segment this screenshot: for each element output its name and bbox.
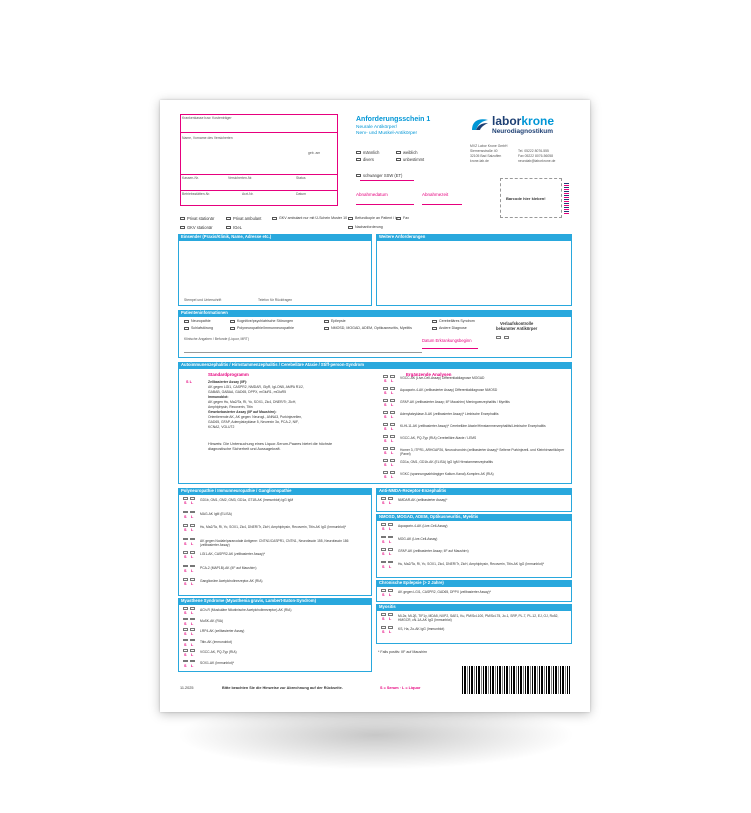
additional-analysis-item: VGCC-AK, PQ-Typ (RIA) Cerebelläre Ataxie / LEMS [400,436,477,440]
myasthenia-test-0-serum-label: S [184,611,187,615]
info-epilepsy[interactable]: Epilepsie [324,319,346,324]
follow-up-serum-box[interactable] [496,336,501,339]
onset-date-field[interactable] [422,348,478,349]
additional-analysis-3-liquor-label: L [391,415,394,419]
nmosd-test-item: Aquaporin-4-AK (Live-Cell-Assay) [398,524,448,528]
additional-analysis-item: Homer 3, ITPR1, ARHGAP26, Neurochondrin (zellbasierter Assay)* Seltene Purkinjezell- und Kleinhirnantikörper (Panel) [400,448,565,456]
myositis-test-1-serum-checkbox[interactable] [381,626,386,629]
polyneuropathy-test-1-serum-label: S [184,514,187,519]
nmosd-test-3-liquor-label: L [389,564,392,569]
myasthenia-test-5-serum-checkbox[interactable] [183,660,188,663]
site-number-label: Betriebsstätten-Nr. [182,192,211,196]
epilepsy-test-0-serum-label: S [382,593,385,597]
additional-analysis-3-liquor-checkbox[interactable] [390,411,395,414]
polyneuropathy-test-0-liquor-checkbox[interactable] [190,497,195,500]
polyneuropathy-test-1-liquor-checkbox[interactable] [190,511,195,514]
polyneuropathy-test-1-liquor-label: L [191,514,194,519]
polyneuropathy-test-4-serum-checkbox[interactable] [183,551,188,554]
sex-undetermined[interactable]: unbestimmt [396,157,424,162]
additional-analysis-0-liquor-checkbox[interactable] [390,375,395,378]
lab-email: neurolab@laborkrone.de [518,159,556,163]
nmda-test-0-serum-label: S [382,501,385,505]
doctor-number-label: Arzt-Nr. [242,192,254,196]
barcode-side-icon [564,182,569,214]
epilepsy-test-0-serum-checkbox[interactable] [381,589,386,592]
additional-analysis-item: KLHL11-AK (zellbasierter Assay)* Cerebelläre Ataxie/Hirnstammenzephalitis/Limbische Enzephalitis [400,424,546,428]
nmosd-test-item: Hu, Ma2/Ta, Ri, Yo, SOX1, Zic4, DNER/Tr, ZicH, Amphiphysin, Recoverin, Titin-AK IgG (Immunblot)* [398,561,545,566]
additional-analysis-0-serum-label: S [384,379,387,383]
nmosd-test-2-serum-label: S [382,552,385,556]
billing-gkv-outpatient[interactable]: GKV ambulant nur mit Ü-Schein Muster 10 [272,216,347,221]
myasthenia-test-4-serum-label: S [184,653,187,657]
sampling-time-field[interactable] [422,204,462,205]
nmosd-test-2-serum-checkbox[interactable] [381,548,386,551]
insurance-number-label: Kassen-Nr. [182,176,199,180]
polyneuropathy-test-3-serum-label: S [184,541,187,546]
myasthenia-test-0-liquor-label: L [191,611,194,615]
nmda-test-0-liquor-checkbox[interactable] [388,497,393,500]
epilepsy-box [376,586,572,602]
nmda-test-0-liquor-label: L [389,501,392,505]
polyneuropathy-header: Polyneuropathie / Immunneuropathie / Ganglionopathie [178,488,372,494]
polyneuropathy-test-0-liquor-label: L [191,501,194,505]
standard-program-line: Immunoblot: [208,395,229,399]
additional-analysis-item: GFAP-AK (zellbasierter Assay; IIF Maushirn) Meningoenzephalitis / Myelitis [400,400,510,404]
additional-analysis-4-liquor-label: L [391,427,394,431]
standard-program-line: Orientierende AK, AK gegen: Neurogl., ANNA3, Purkinjezellen, [208,415,303,419]
myasthenia-test-item: SOX1-AK (Immunblot)* [200,660,235,665]
additional-analysis-item: Aquaporin-4-AK (zellbasierter Assay) Differentialdiagnose NMOSD [400,388,498,392]
sampling-time-label: Abnahmezeit [422,192,449,197]
nmosd-test-1-serum-label: S [382,539,385,544]
sex-female[interactable]: weiblich [396,150,418,155]
myositis-test-1-liquor-checkbox[interactable] [388,626,393,629]
additional-analysis-4-serum-label: S [384,427,387,431]
myasthenia-test-3-serum-checkbox[interactable] [183,639,188,642]
info-sleep-disorder[interactable]: Schlafstörung [184,326,213,331]
row-line [180,190,338,191]
follow-up-liquor-box[interactable] [504,336,509,339]
form-barcode [462,666,570,694]
additional-analysis-3-serum-checkbox[interactable] [383,411,388,414]
request-form-sheet [160,100,590,712]
additional-analysis-6-liquor-label: L [391,451,394,455]
polyneuropathy-test-5-liquor-checkbox[interactable] [190,565,195,568]
polyneuropathy-test-5-serum-label: S [184,568,187,573]
additional-analysis-item: Adenylatzyklase-5-AK (zellbasierter Assay)* Limbische Enzephalitis [400,412,499,416]
info-cerebellar[interactable]: Cerebelläres Syndrom [432,319,475,324]
additional-analysis-7-serum-checkbox[interactable] [383,459,388,462]
polyneuropathy-test-5-liquor-label: L [191,568,194,573]
myasthenia-test-5-liquor-label: L [191,663,194,668]
myasthenia-test-1-liquor-checkbox[interactable] [190,618,195,621]
nmda-test-0-serum-checkbox[interactable] [381,497,386,500]
barcode-sticker-label: Barcode hier kleben! [506,196,546,201]
autoimmune-section-header: Autoimmunenzephalitis / Hirnstammenzephalitis / Cerebelläre Ataxie / Stiff-person-Syndrom [178,362,572,368]
additional-analysis-7-liquor-checkbox[interactable] [390,459,395,462]
sex-male[interactable]: männlich [356,150,379,155]
onset-date-label: Datum Erkrankungsbeginn [422,338,472,343]
nmosd-test-1-liquor-checkbox[interactable] [388,536,393,539]
lab-logo-icon [470,116,490,132]
myasthenia-test-3-serum-label: S [184,642,187,647]
lab-website: krone-lab.de [470,159,489,163]
additional-analysis-0-liquor-label: L [391,379,394,383]
info-polyneuropathy[interactable]: Polyneuropathie/Immunneuropathie [230,326,294,331]
polyneuropathy-test-item: MAG-AK IgM (ELISA) [200,511,232,516]
polyneuropathy-test-5-serum-checkbox[interactable] [183,565,188,568]
epilepsy-header: Chronische Epilepsie (> 2 Jahre) [376,580,572,586]
lab-address-1: MVZ Labor Krone GmbH [470,144,508,148]
lab-address-3: 32105 Bad Salzuflen [470,154,502,158]
polyneuropathy-test-6-liquor-label: L [191,582,194,586]
myasthenia-header: Myasthene Syndrome (Myasthenia gravis, Lambert-Eaton-Syndrom) [178,598,372,604]
myasthenia-test-4-serum-checkbox[interactable] [183,649,188,652]
standard-program-line: GABAB, GABAA, GAD65, DPPX, mGluR1, mGluR5 [208,390,287,394]
nmosd-test-2-liquor-label: L [389,552,392,556]
additional-analysis-8-liquor-label: L [391,475,394,479]
clinical-findings-label: Klinische Angaben / Befunde (Liquor, MRT) [184,337,249,341]
follow-up-label-2: bekannter Antikörper [496,326,538,331]
polyneuropathy-test-2-serum-checkbox[interactable] [183,524,188,527]
row-line [180,174,338,175]
billing-private-outpatient[interactable]: Privat ambulant [226,216,261,221]
polyneuropathy-test-6-serum-checkbox[interactable] [183,578,188,581]
myasthenia-test-3-liquor-label: L [191,642,194,647]
additional-analyses-title: Ergänzende Analysen [406,372,452,377]
polyneuropathy-test-item: PCA-2 (MAP1B)-AK (IIF auf Maushirn) [200,565,257,570]
footnote: * Falls positiv: IIF auf Maushirn [378,650,428,654]
polyneuropathy-test-3-liquor-checkbox[interactable] [190,538,195,541]
form-version: 11.2025 [180,686,194,690]
clinical-findings-field[interactable] [184,352,422,353]
nmosd-test-0-serum-checkbox[interactable] [381,523,386,526]
info-other-diagnosis[interactable]: Andere Diagnose [432,326,467,331]
info-cognitive[interactable]: Kognitive/psychiatrische Störungen [230,319,293,324]
additional-analysis-2-liquor-label: L [391,403,394,407]
myasthenia-test-4-liquor-label: L [191,653,194,657]
epilepsy-test-0-liquor-checkbox[interactable] [388,589,393,592]
polyneuropathy-test-0-serum-label: S [184,501,187,505]
nmosd-test-1-liquor-label: L [389,539,392,544]
additional-analysis-5-liquor-checkbox[interactable] [390,435,395,438]
myasthenia-test-item: MuSK-AK (RIA) [200,618,224,623]
myositis-test-0-liquor-label: L [389,617,392,621]
date-label: Datum [296,192,306,196]
nmosd-test-3-serum-label: S [382,564,385,569]
info-nmosd[interactable]: NMOSD, MOGAD, ADEM, Optikusneuritis, Myelitis [324,326,412,331]
additional-analysis-0-serum-checkbox[interactable] [383,375,388,378]
additional-analysis-8-liquor-checkbox[interactable] [390,471,395,474]
myasthenia-test-0-serum-checkbox[interactable] [183,607,188,610]
myasthenia-test-2-serum-checkbox[interactable] [183,628,188,631]
billing-note: Bitte beachten Sie die Hinweise zur Abrechnung auf der Rückseite. [222,686,343,690]
myasthenia-test-1-liquor-label: L [191,621,194,626]
additional-analysis-1-serum-label: S [384,391,387,395]
additional-analysis-5-liquor-label: L [391,439,394,443]
polyneuropathy-test-3-liquor-label: L [191,541,194,546]
birthdate-label: geb. am [308,151,321,155]
additional-analysis-4-liquor-checkbox[interactable] [390,423,395,426]
insured-number-label: Versicherten-Nr. [228,176,253,180]
additional-analysis-item: VGCC-AK (Live-Cell-Assay) Differentialdiagnose MOGAD [400,376,485,380]
myasthenia-test-0-liquor-checkbox[interactable] [190,607,195,610]
form-subtitle-1: Neurale Antikörper/ [356,125,398,130]
additional-analysis-5-serum-label: S [384,439,387,443]
nmosd-test-0-liquor-label: L [389,527,392,531]
sender-section-box[interactable] [178,240,372,306]
epilepsy-test-0-liquor-label: L [389,593,392,597]
myasthenia-test-item: ACh-R (Muskuläre Nikotinische Acetylcholinrezeptor)-AK (RIA) [200,608,292,612]
myasthenia-test-item: Titin-AK (Immunoblot) [200,639,232,644]
lab-address-2: Siemensstraße 40 [470,149,498,153]
additional-analysis-8-serum-checkbox[interactable] [383,471,388,474]
insurer-label: Krankenkasse bzw. Kostenträger [182,116,232,120]
billing-copy-to-patient[interactable]: Befundkopie an Patient / in [348,216,398,221]
billing-igel[interactable]: IGeL [226,225,242,230]
nmosd-test-0-serum-label: S [382,527,385,531]
further-requests-header: Weitere Anforderungen [376,234,572,240]
lab-logo-text: laborkrone [492,114,555,128]
polyneuropathy-test-0-serum-checkbox[interactable] [183,497,188,500]
additional-analysis-4-serum-checkbox[interactable] [383,423,388,426]
additional-analysis-8-serum-label: S [384,475,387,479]
polyneuropathy-test-4-liquor-checkbox[interactable] [190,551,195,554]
additional-analysis-6-liquor-checkbox[interactable] [390,447,395,450]
epilepsy-test-item: AK gegen LGI1, CASPR2, GAD65, DPPX (zellbasierter Assay)* [398,590,491,594]
phone-callback-label: Telefon für Rückfragen [258,298,293,302]
nmosd-test-1-serum-checkbox[interactable] [381,536,386,539]
lab-phone: Tel. 05222 8076-555 [518,149,549,153]
sender-section-header: Einsender (Praxis/Klinik, Name, Adresse etc.) [178,234,372,240]
myositis-test-item: Mi-2α, Mi-2β, TIF1γ, MDA5, NXP2, SAE1, Ku, PM/Scl-100, PM/Scl-75, Jo-1, SRP, PL-7, PL-12, EJ, OJ, Ro52, HMGCR, cN-1A-AK IgG (Immunblot) [398,614,559,622]
info-neuropathy[interactable]: Neuropathie [184,319,211,324]
additional-analysis-item: GD1a, GM1, GD1b-AK (ELISA) IgG IgM Hirnstammenzephalitis [400,460,493,464]
myositis-test-0-liquor-checkbox[interactable] [388,613,393,616]
sampling-date-field[interactable] [356,204,414,205]
paired-sample-hint: Hinweis: Die Untersuchung eines Liquor-Serum-Paares bietet die höchste diagnostische Sicherheit und Aussagekraft. [208,442,333,451]
nmosd-test-3-serum-checkbox[interactable] [381,561,386,564]
lab-logo-subtitle: Neurodiagnostikum [492,128,554,135]
additional-analysis-2-serum-checkbox[interactable] [383,399,388,402]
billing-private-inpatient[interactable]: Privat stationär [180,216,214,221]
form-subtitle-2: Nerv- und Muskel-Antikörper [356,131,418,136]
standard-program-line: KCNA2, VGLUT2 [208,425,235,429]
polyneuropathy-test-item: LGI1-AK, CASPR2-AK (zellbasierter Assay)* [200,552,266,556]
polyneuropathy-test-2-liquor-label: L [191,528,194,532]
myasthenia-test-2-liquor-label: L [191,632,194,636]
additional-analysis-3-serum-label: S [384,415,387,419]
myasthenia-test-2-serum-label: S [184,632,187,636]
nmda-box [376,494,572,512]
myasthenia-test-item: VGCC-AK, PQ-Typ (RIA) [200,650,237,654]
billing-follow-up[interactable]: Nachanforderung [348,225,383,230]
polyneuropathy-test-item: GD1b, GM1, GM2, GM3, GD1a, GT1B-AK (Immunblot) IgG IgM [200,498,294,502]
polyneuropathy-test-3-serum-checkbox[interactable] [183,538,188,541]
nmosd-test-item: MOG-AK (Live-Cell-Assay) [398,536,438,541]
standard-program-line: AK gegen LGI1, CASPR2, NMDAR, GlyR, IgLON5, AMPA R1/2, [208,385,304,389]
standard-program-line: Gewebebasierter Assay (IIF auf Maushirn): [208,410,277,414]
myositis-test-0-serum-checkbox[interactable] [381,613,386,616]
standard-program-line: Zellbasierter Assay (IIF): [208,380,248,384]
std-sl[interactable]: S L [186,380,192,384]
myasthenia-test-5-liquor-checkbox[interactable] [190,660,195,663]
nmosd-test-item: GFAP-AK (zellbasierter Assay; IIF auf Maushirn) [398,549,469,553]
myasthenia-test-1-serum-label: S [184,621,187,626]
myasthenia-test-item: LRP4-AK (zellbasierter Assay) [200,629,245,633]
additional-analysis-1-liquor-checkbox[interactable] [390,387,395,390]
polyneuropathy-test-2-serum-label: S [184,528,187,532]
additional-analysis-1-liquor-label: L [391,391,394,395]
form-title: Anforderungsschein 1 [356,116,431,123]
status-label: Status [296,176,306,180]
billing-gkv-inpatient[interactable]: GKV stationär [180,225,212,230]
follow-up-label-1: Verlaufskontrolle [500,321,534,326]
additional-analysis-6-serum-label: S [384,451,387,455]
standard-program-line: GAD65, GFAP, Adenylatzyklase 5, Neurexin 3α, PCA-2, NIF, [208,420,299,424]
myasthenia-test-5-serum-label: S [184,663,187,668]
polyneuropathy-test-4-serum-label: S [184,555,187,559]
additional-analysis-item: VGKC (spannungsabhängiger Kalium-Kanal)-Komplex-AK (RIA) [400,472,494,476]
standard-program-line: Amphiphysin, Recoverin, Titin [208,405,253,409]
sex-diverse[interactable]: divers [356,157,374,162]
polyneuropathy-test-6-liquor-checkbox[interactable] [190,578,195,581]
name-label: Name, Vorname des Versicherten [182,136,233,140]
myasthenia-test-3-liquor-checkbox[interactable] [190,639,195,642]
myositis-test-item: KS, Ha, Zo-AK IgG (Immunblot) [398,627,445,631]
nmosd-header: NMOSD, MOGAD, ADEM, Optikusneuritis, Myelitis [376,514,572,520]
additional-analysis-2-liquor-checkbox[interactable] [390,399,395,402]
polyneuropathy-test-1-serum-checkbox[interactable] [183,511,188,514]
row-line [180,132,338,133]
additional-analysis-7-liquor-label: L [391,463,394,467]
pregnant-line [360,180,414,181]
additional-analysis-1-serum-checkbox[interactable] [383,387,388,390]
myositis-header: Myositis [376,604,572,610]
additional-analysis-5-serum-checkbox[interactable] [383,435,388,438]
polyneuropathy-test-6-serum-label: S [184,582,187,586]
lab-fax: Fax 05222 8076-56058 [518,154,554,158]
myositis-test-0-serum-label: S [382,617,385,621]
sample-legend: S = Serum · L = Liquor [380,686,421,690]
polyneuropathy-test-4-liquor-label: L [191,555,194,559]
additional-analysis-6-serum-checkbox[interactable] [383,447,388,450]
myasthenia-test-4-liquor-checkbox[interactable] [190,649,195,652]
myositis-test-1-liquor-label: L [389,630,392,634]
polyneuropathy-test-item: Hu, Ma2/Ta, Ri, Yo, SOX1, Zic4, DNER/Tr, ZicH, Amphiphysin, Recoverin, Titin-AK IgG (Immunblot)* [200,525,347,529]
polyneuropathy-test-item: Ganglionäre Acetylcholinrezeptor-AK (RIA) [200,579,263,583]
additional-analysis-7-serum-label: S [384,463,387,467]
myasthenia-test-2-liquor-checkbox[interactable] [190,628,195,631]
standard-program-title: Standardprogramm [208,372,249,377]
patient-info-header: Patienteninformationen [178,310,572,316]
nmosd-test-0-liquor-checkbox[interactable] [388,523,393,526]
billing-fax[interactable]: Fax [396,216,409,221]
myositis-test-1-serum-label: S [382,630,385,634]
additional-analysis-2-serum-label: S [384,403,387,407]
polyneuropathy-test-2-liquor-checkbox[interactable] [190,524,195,527]
nmosd-test-2-liquor-checkbox[interactable] [388,548,393,551]
myasthenia-test-1-serum-checkbox[interactable] [183,618,188,621]
stamp-signature-label: Stempel und Unterschrift [184,298,222,302]
pregnant-checkbox[interactable]: schwanger SSW (ET) [356,173,402,178]
nmda-header: Anti-NMDA-Rezeptor-Enzephalitis [376,488,572,494]
further-requests-box[interactable] [376,240,572,306]
sampling-date-label: Abnahmedatum [356,192,388,197]
nmosd-test-3-liquor-checkbox[interactable] [388,561,393,564]
standard-program-line: AK gegen Hu, Ma2/Ta, Ri, Yo, SOX1, Zic4, DNER/Tr, ZicH, [208,400,297,404]
nmda-test-item: NMDAR-AK (zellbasierter Assay)* [398,498,448,502]
polyneuropathy-test-item: AK gegen Nodale/paranodale Antigene: CNTN1/CASPR1, CNTN1, Neurofascin 155, Neurofascin 186 (zellbasierter Assay) [200,538,349,547]
